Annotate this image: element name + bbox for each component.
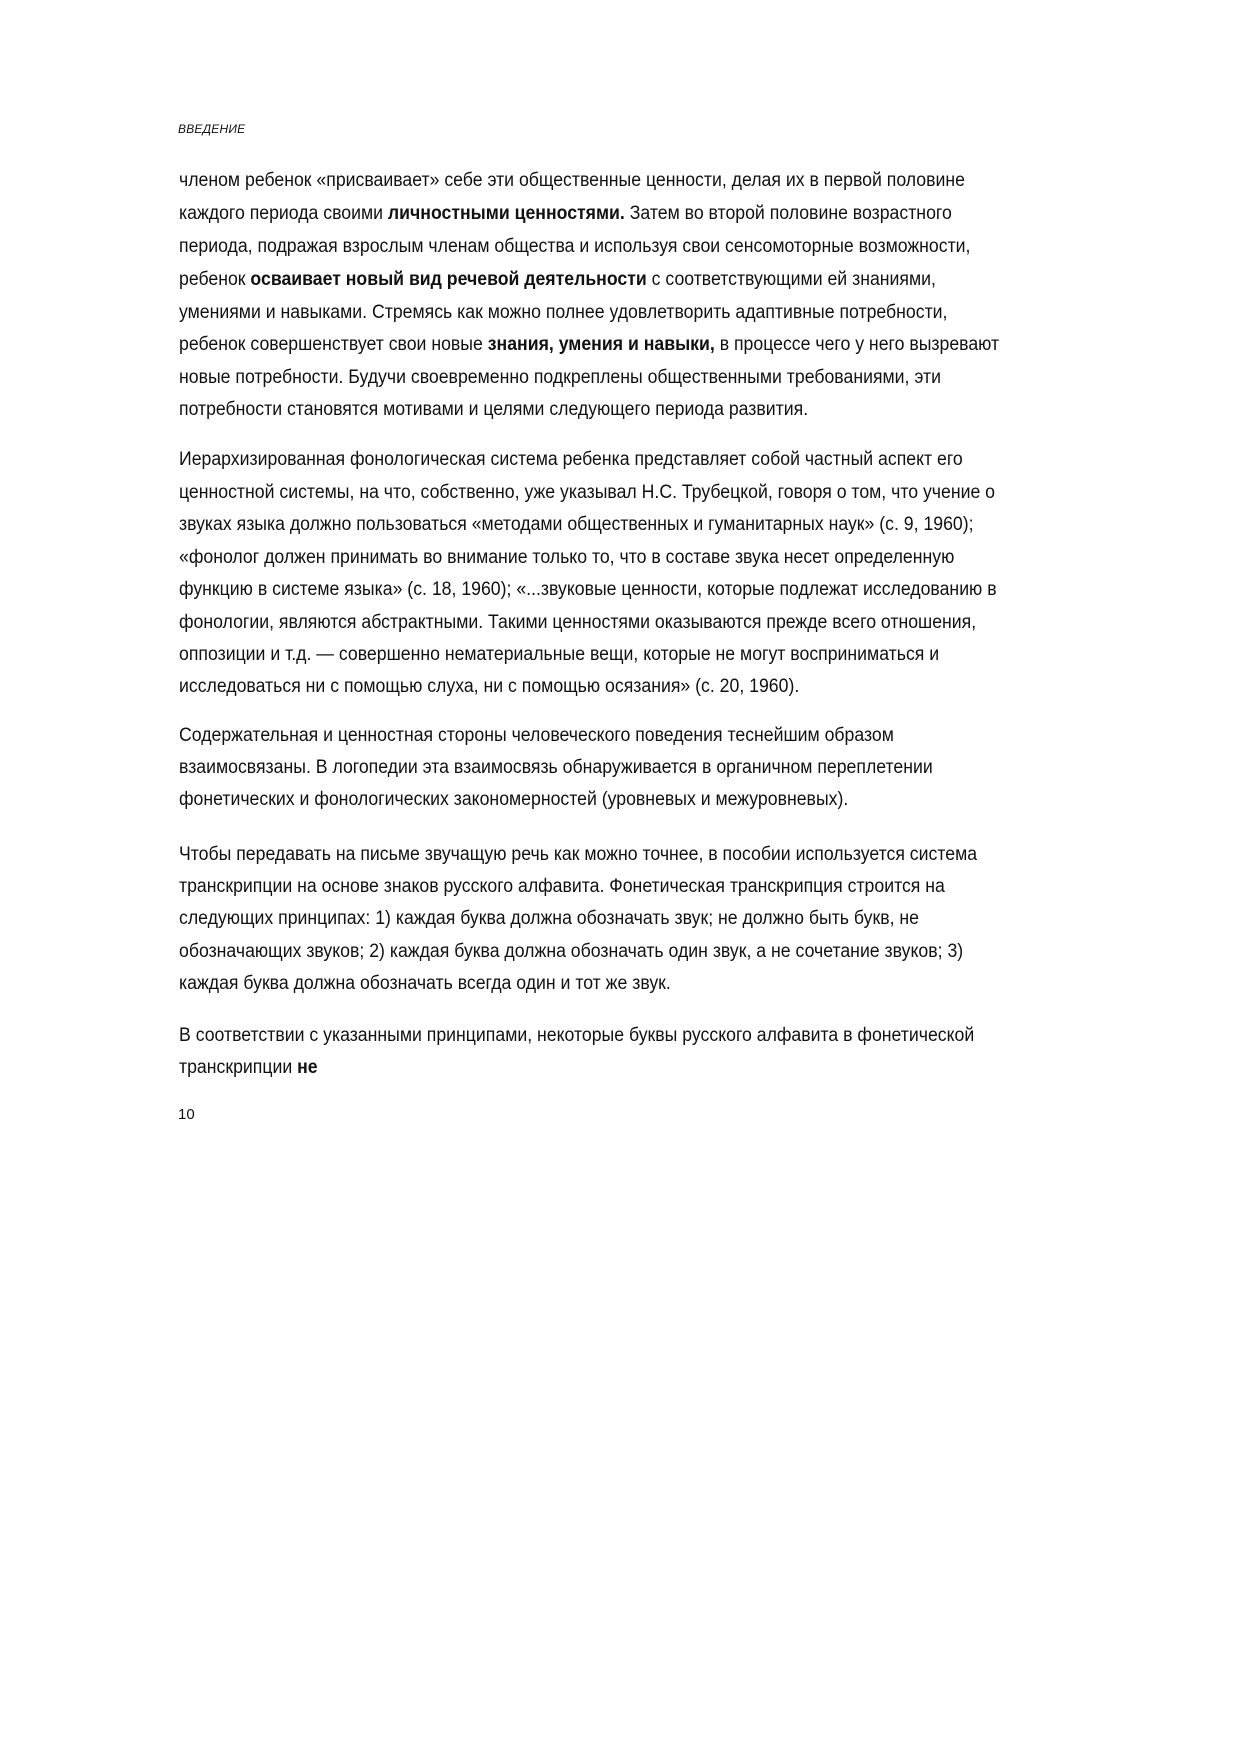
text-line: оппозиции и т.д. — совершенно нематериальные вещи, которые не могут восприниматься и [179, 644, 940, 665]
bold-term: осваивает новый вид речевой деятельности [250, 269, 647, 290]
text-line: звуках языка должно пользоваться «методами общественных и гуманитарных наук» (с. 9, 1960); [179, 514, 974, 535]
text-line: фонетических и фонологических закономерностей (уровневых и межуровневых). [179, 789, 849, 810]
page-number: 10 [178, 1106, 195, 1123]
text-line: Иерархизированная фонологическая система ребенка представляет собой частный аспект его [179, 449, 963, 470]
text-line: новые потребности. Будучи своевременно подкреплены общественными требованиями, эти [179, 367, 941, 388]
text-line: потребности становятся мотивами и целями следующего периода развития. [179, 399, 809, 420]
text-line: исследоваться ни с помощью слуха, ни с помощью осязания» (с. 20, 1960). [179, 676, 800, 697]
text-line: транскрипции на основе знаков русского алфавита. Фонетическая транскрипция строится на [179, 876, 945, 897]
text-line: фонологии, являются абстрактными. Такими ценностями оказываются прежде всего отношения, [179, 612, 977, 633]
text-line: функцию в системе языка» (с. 18, 1960); «...звуковые ценности, которые подлежат исследованию в [179, 579, 997, 600]
text-line: взаимосвязаны. В логопедии эта взаимосвязь обнаруживается в органичном переплетении [179, 757, 933, 778]
running-header: ВВЕДЕНИЕ [178, 122, 246, 136]
text-line: ребенок осваивает новый вид речевой деятельности с соответствующими ей знаниями, [179, 269, 936, 290]
text-line: «фонолог должен принимать во внимание только то, что в составе звука несет определенную [179, 547, 955, 568]
text-line: обозначающих звуков; 2) каждая буква должна обозначать один звук, а не сочетание звуков; 3) [179, 941, 964, 962]
text-line: ценностной системы, на что, собственно, уже указывал Н.С. Трубецкой, говоря о том, что учение о [179, 482, 996, 503]
text-line: умениями и навыками. Стремясь как можно полнее удовлетворить адаптивные потребности, [179, 302, 948, 323]
text-line: каждая буква должна обозначать всегда один и тот же звук. [179, 973, 671, 994]
text-line: Содержательная и ценностная стороны человеческого поведения теснейшим образом [179, 725, 894, 746]
text-line: каждого периода своими личностными ценностями. Затем во второй половине возрастного [179, 203, 952, 224]
text-line: В соответствии с указанными принципами, некоторые буквы русского алфавита в фонетической [179, 1025, 975, 1046]
text-line: членом ребенок «присваивает» себе эти общественные ценности, делая их в первой половине [179, 170, 965, 191]
bold-term: знания, умения и навыки, [487, 334, 715, 355]
text-line: периода, подражая взрослым членам общества и используя свои сенсомоторные возможности, [179, 236, 971, 257]
text-line: следующих принципах: 1) каждая буква должна обозначать звук; не должно быть букв, не [179, 908, 920, 929]
text-line: ребенок совершенствует свои новые знания, умения и навыки, в процессе чего у него вызревают [179, 334, 1000, 355]
bold-term: личностными ценностями. [387, 203, 625, 224]
text-line: транскрипции не [179, 1057, 318, 1078]
text-line: Чтобы передавать на письме звучащую речь как можно точнее, в пособии используется система [179, 844, 978, 865]
bold-term: не [297, 1057, 318, 1078]
